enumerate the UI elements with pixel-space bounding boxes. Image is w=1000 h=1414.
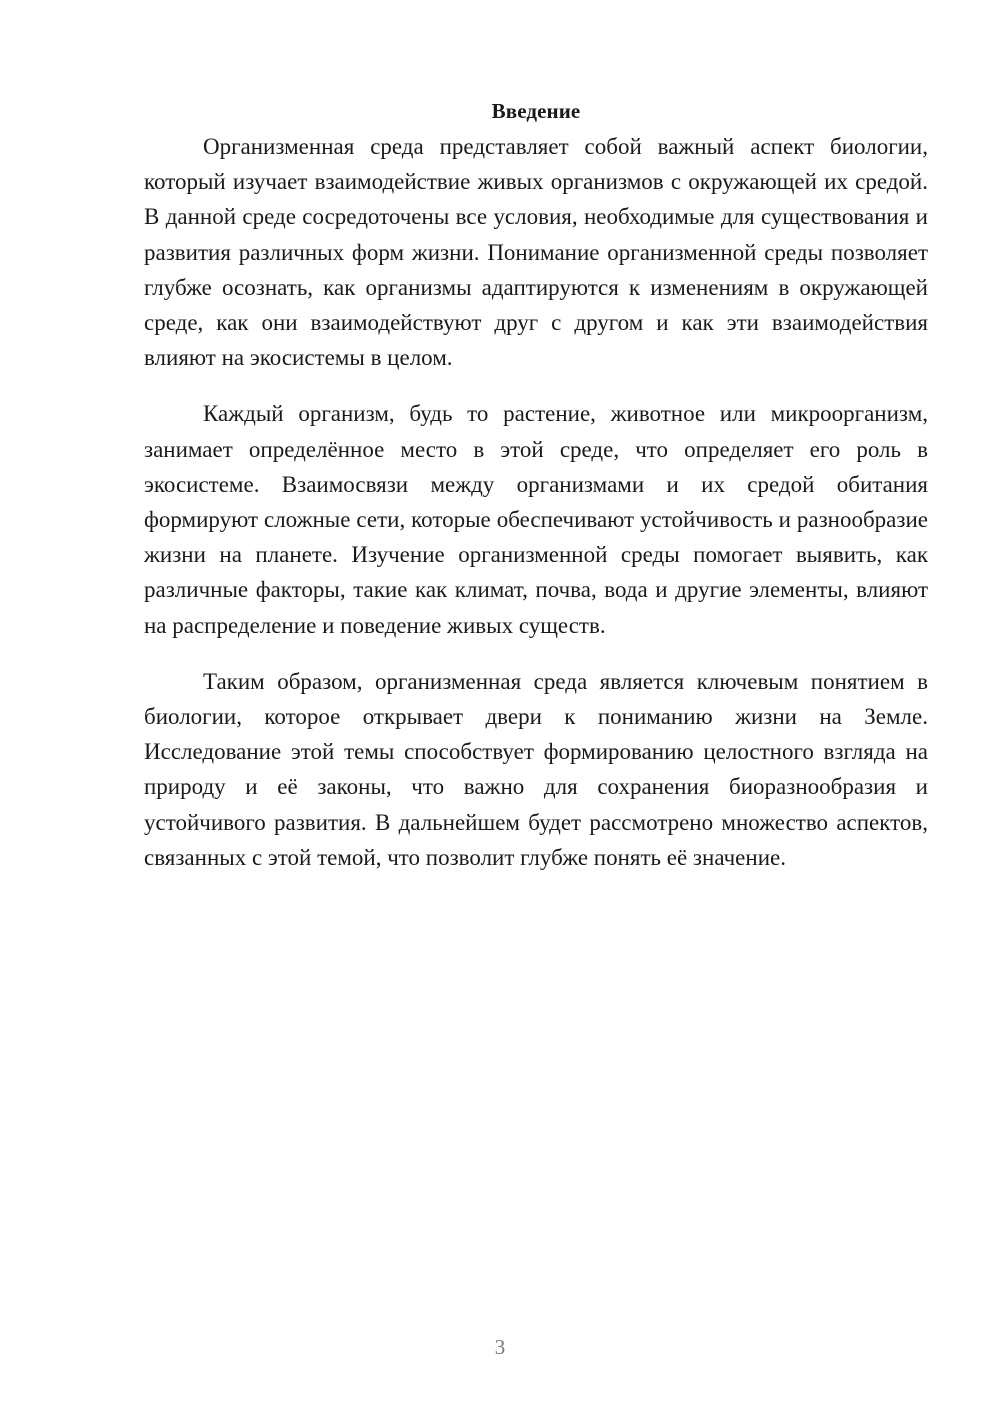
paragraph-3: Таким образом, организменная среда является ключевым понятием в биологии, которое открывает двери к пониманию жизни на Земле. Исследование этой темы способствует формированию целостного взгляда на природу и её законы, что важно для сохранения биоразнообразия и устойчивого развития. В дальнейшем будет рассмотрено множество аспектов, связанных с этой темой, что позволит глубже понять её значение. [144,668,928,870]
page-number: 3 [494,1335,506,1359]
section-title: Введение [491,99,581,123]
paragraph-2: Каждый организм, будь то растение, животное или микроорганизм, занимает определённое место в этой среде, что определяет его роль в экосистеме. Взаимосвязи между организмами и их средой обитания формируют сложные сети, которые обеспечивают устойчивость и разнообразие жизни на планете. Изучение организменной среды помогает выявить, как различные факторы, такие как климат, почва, вода и другие элементы, влияют на распределение и поведение живых существ. [144,401,928,638]
page-content [144,94,928,875]
paragraph-1: Организменная среда представляет собой важный аспект биологии, который изучает взаимодействие живых организмов с окружающей их средой. В данной среде сосредоточены все условия, необходимые для существования и развития различных форм жизни. Понимание организменной среды позволяет глубже осознать, как организмы адаптируются к изменениям в окружающей среде, как они взаимодействуют друг с другом и как эти взаимодействия влияют на экосистемы в целом. [144,134,928,371]
